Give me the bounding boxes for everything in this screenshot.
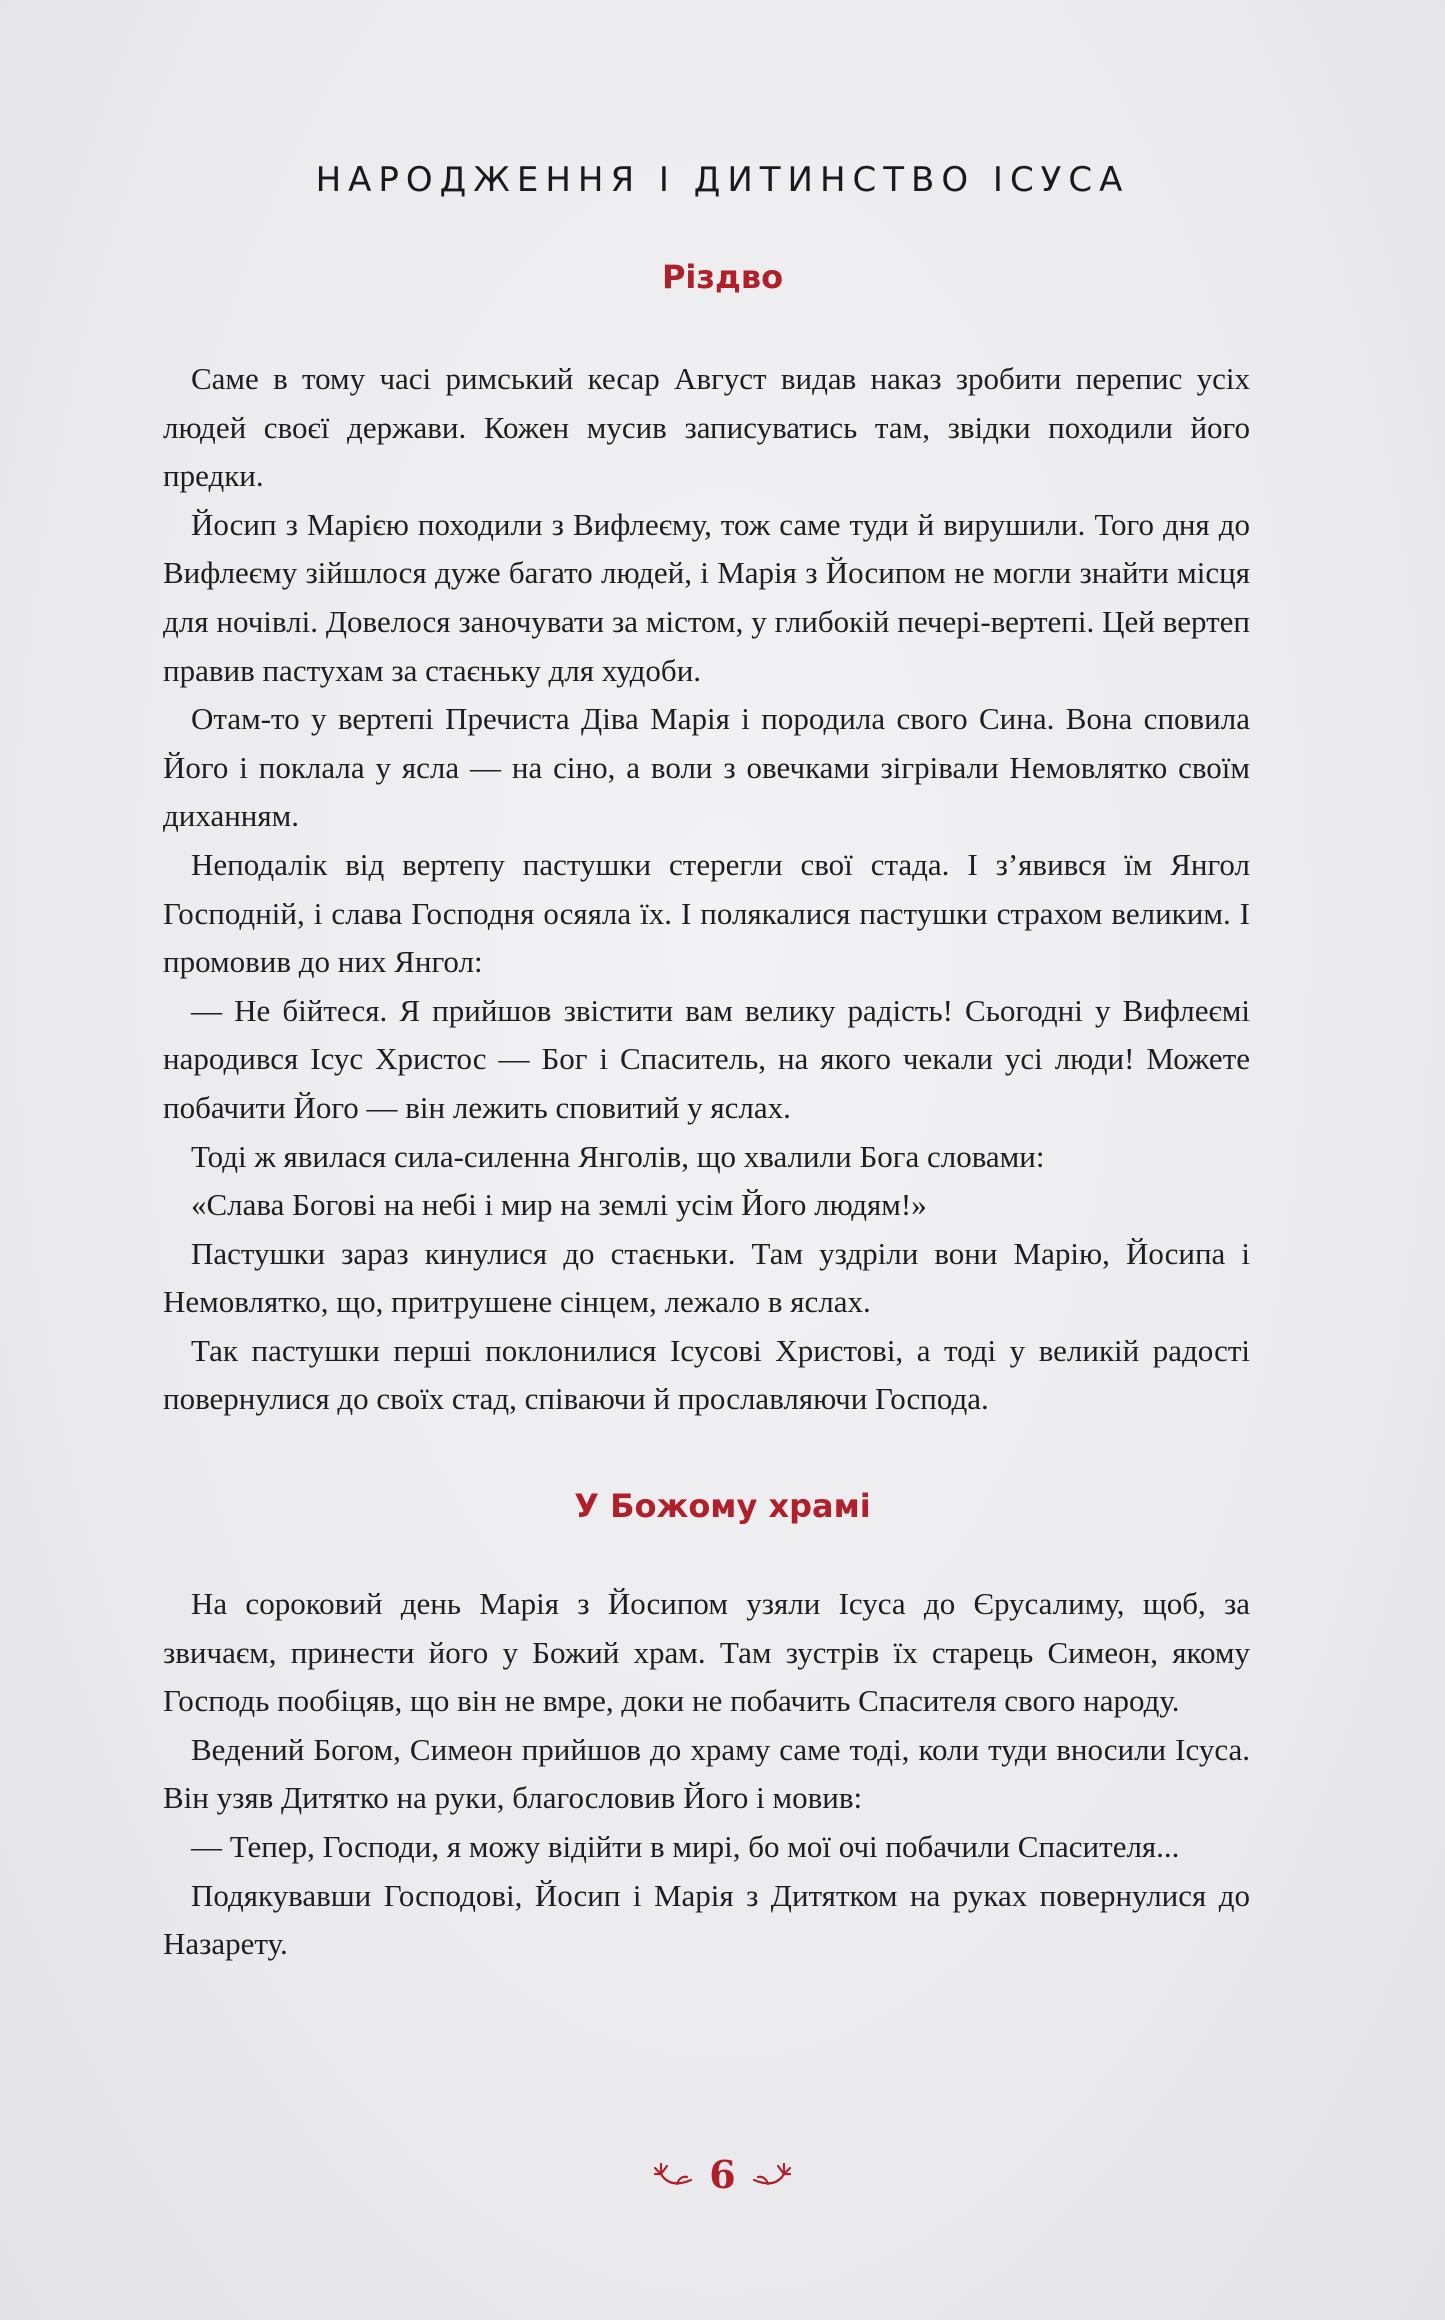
paragraph: Так пастушки перші поклонилися Ісусові Христові, а тоді у великій радості повернулися до своїх стад, співаючи й прославляючи Господа. (163, 1332, 1250, 1417)
paragraph: Ведений Богом, Симеон прийшов до храму саме тоді, коли туди вносили Ісуса. Він узяв Дитятко на руки, благословив Його і мовив: (163, 1731, 1250, 1816)
paragraph: Подякувавши Господові, Йосип і Марія з Дитятком на руках повернулися до Назарету. (163, 1877, 1250, 1962)
paragraph: Пастушки зараз кинулися до стаєньки. Там уздріли вони Марію, Йосипа і Немовлятко, що, притрушене сінцем, лежало в яслах. (163, 1235, 1250, 1320)
section-heading-temple: У Божому храмі (574, 1487, 871, 1525)
paragraph: Неподалік від вертепу пастушки стерегли свої стада. І з’явився їм Янгол Господній, і слава Господня осяяла їх. І полякалися пастушки страхом великим. І промовив до них Янгол: (163, 846, 1250, 980)
floral-ornament-right-icon (750, 2160, 794, 2190)
page-number: 6 (709, 2152, 736, 2197)
paragraph: «Слава Богові на небі і мир на землі усім Його людям!» (191, 1187, 927, 1223)
floral-ornament-left-icon (651, 2160, 695, 2190)
section-heading-nativity: Різдво (661, 258, 784, 296)
paragraph: Тоді ж явилася сила-силенна Янголів, що хвалили Бога словами: (191, 1138, 1045, 1174)
section-body-nativity (163, 355, 1250, 1424)
paragraph: — Не бійтеся. Я прийшов звістити вам велику радість! Сьогодні у Вифлеємі народився Ісус Христос — Бог і Спаситель, на якого чекали усі люди! Можете побачити Його — він лежить сповитий у яслах. (163, 992, 1250, 1125)
paragraph: Йосип з Марією походили з Вифлеєму, тож саме туди й вирушили. Того дня до Вифлеєму зійшлося дуже багато людей, і Марія з Йосипом не могли знайти місця для ночівлі. Довелося заночувати за містом, у глибокій печері-вертепі. Цей вертеп правив пастухам за стаєньку для худоби. (163, 506, 1250, 688)
section-body-temple (163, 1580, 1250, 1969)
paragraph: Саме в тому часі римський кесар Август видав наказ зробити перепис усіх людей своєї держави. Кожен мусив записуватись там, звідки походили його предки. (163, 361, 1250, 494)
page-footer (0, 2148, 1445, 2197)
paragraph: — Тепер, Господи, я можу відійти в мирі, бо мої очі побачили Спасителя... (191, 1828, 1180, 1864)
chapter-title: НАРОДЖЕННЯ І ДИТИНСТВО ІСУСА (315, 160, 1130, 200)
paragraph: На сороковий день Марія з Йосипом узяли Ісуса до Єрусалиму, щоб, за звичаєм, принести його у Божий храм. Там зустрів їх старець Симеон, якому Господь пообіцяв, що він не вмре, доки не побачить Спасителя свого народу. (163, 1586, 1250, 1719)
paragraph: Отам-то у вертепі Пречиста Діва Марія і породила свого Сина. Вона сповила Його і поклала у ясла — на сіно, а воли з овечками зігрівали Немовлятко своїм диханням. (163, 701, 1250, 834)
